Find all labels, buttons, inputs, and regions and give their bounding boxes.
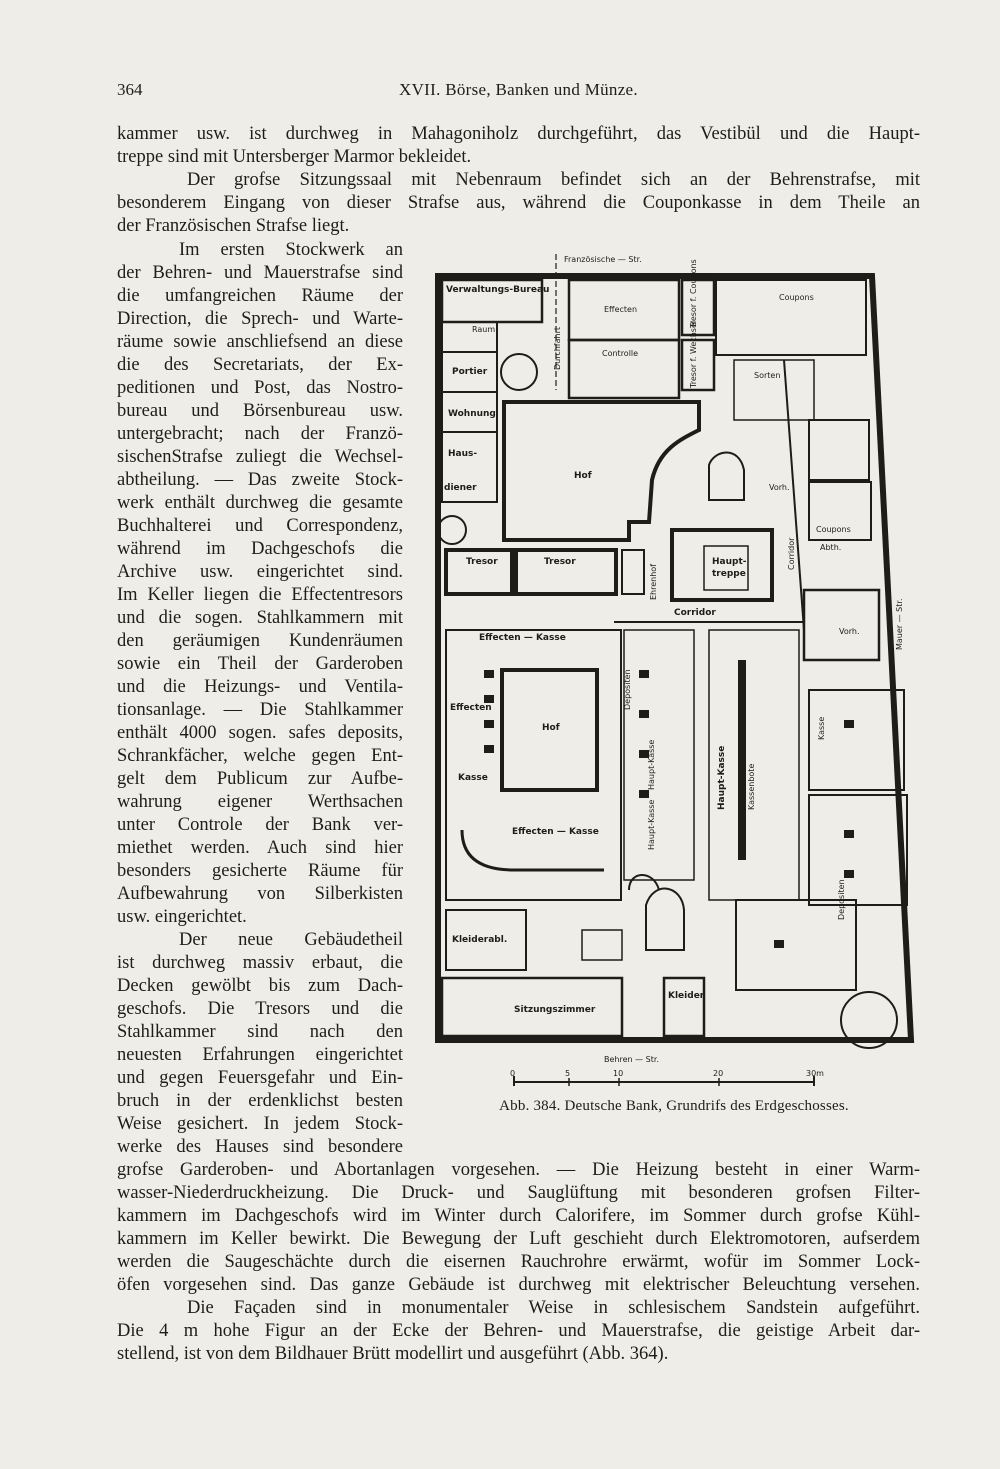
text-line: Direction, die Sprech- und Warte- xyxy=(117,309,403,329)
text-line: ist durchweg massiv erbaut, die xyxy=(117,953,403,973)
text-line: peditionen und Post, das Nostro- xyxy=(117,378,403,398)
room-outline xyxy=(804,590,879,660)
room-outline xyxy=(624,630,694,880)
scale-label: 30m xyxy=(806,1069,824,1078)
desk xyxy=(639,670,649,678)
street-label-top: Französische — Str. xyxy=(564,255,642,264)
room-label: treppe xyxy=(712,569,746,579)
room-label: Kleider xyxy=(668,991,705,1001)
scale-label: 0 xyxy=(510,1069,516,1078)
room-label: Effecten — Kasse xyxy=(512,827,599,837)
desk xyxy=(844,720,854,728)
room-outline xyxy=(809,420,869,480)
room-label: Haupt- xyxy=(712,557,747,567)
text-line: gelt dem Publicum zur Aufbe- xyxy=(117,769,403,789)
floor-plan-drawing xyxy=(424,250,924,1090)
street-label-bottom: Behren — Str. xyxy=(604,1055,659,1064)
room-outline xyxy=(809,795,907,905)
text-line: Der neue Gebäudetheil xyxy=(179,930,403,950)
room-label: Hof xyxy=(574,471,592,481)
room-label: Depositen xyxy=(837,879,846,920)
street-label-right: Mauer — Str. xyxy=(895,598,904,650)
room-label: Sorten xyxy=(754,371,781,380)
text-line: unter Controle der Bank ver- xyxy=(117,815,403,835)
desk xyxy=(639,790,649,798)
text-line: kammer usw. ist durchweg in Mahagoniholz durchgeführt, das Vestibül und die Haupt- xyxy=(117,124,920,144)
room-label: Vorh. xyxy=(769,483,790,492)
text-line: Archive usw. eingerichtet sind. xyxy=(117,562,403,582)
room-label: Depositen xyxy=(623,669,632,710)
scale-label: 5 xyxy=(565,1069,571,1078)
room-label: Coupons xyxy=(816,525,851,534)
text-line: geschofs. Die Tresors und die xyxy=(117,999,403,1019)
spiral-stair xyxy=(501,354,537,390)
scale-label: 10 xyxy=(613,1069,624,1078)
room-label: Sitzungszimmer xyxy=(514,1005,596,1015)
desk xyxy=(774,940,784,948)
running-head: XVII. Börse, Banken und Münze. xyxy=(399,80,638,99)
room-outline xyxy=(716,280,866,355)
text-line: die umfangreichen Räume der xyxy=(117,286,403,306)
text-line: der Behren- und Mauerstrafse sind xyxy=(117,263,403,283)
scale-label: 20 xyxy=(713,1069,724,1078)
room-label: Corridor xyxy=(674,608,716,618)
entrance-arch xyxy=(629,875,659,890)
text-line: Weise gesichert. In jedem Stock- xyxy=(117,1114,403,1134)
text-line: Im ersten Stockwerk an xyxy=(179,240,403,260)
page-number: 364 xyxy=(117,80,143,99)
desk xyxy=(844,870,854,878)
room-label: Effecten xyxy=(604,305,638,314)
text-line: Schrankfächer, welche gegen Ent- xyxy=(117,746,403,766)
room-label: Abth. xyxy=(820,543,842,552)
text-line: Im Keller liegen die Effectentresors xyxy=(117,585,403,605)
room-label: Wohnung xyxy=(448,409,496,419)
text-line: grofse Garderoben- und Abortanlagen vorgesehen. — Die Heizung besteht in einer Warm- xyxy=(117,1160,920,1180)
room-label: Controlle xyxy=(602,349,639,358)
room-label: Kassenbote xyxy=(747,763,756,810)
room-label: Corridor xyxy=(787,537,796,570)
room-label: Kasse xyxy=(458,773,488,783)
desk xyxy=(484,670,494,678)
room-label: Coupons xyxy=(779,293,814,302)
text-line: usw. eingerichtet. xyxy=(117,907,247,927)
room-label: Raum xyxy=(472,325,496,334)
upper-courtyard-wall xyxy=(504,402,699,540)
corridor-wall xyxy=(784,360,804,630)
text-line: wasser-Niederdruckheizung. Die Druck- und Sauglüftung mit besonderen grofsen Filter- xyxy=(117,1183,920,1203)
room-outline xyxy=(682,340,714,390)
room-label: Ehrenhof xyxy=(649,563,658,600)
room-label: Haupt-Kasse xyxy=(647,739,656,790)
text-line: stellend, ist von dem Bildhauer Brütt modellirt und ausgeführt (Abb. 364). xyxy=(117,1344,669,1364)
text-line: miethet werden. Auch sind hier xyxy=(117,838,403,858)
scale-bar xyxy=(514,1076,814,1086)
room-label: Haupt-Kasse xyxy=(717,745,727,810)
stair-outline xyxy=(709,453,744,501)
text-line: bureau und Börsenbureau usw. xyxy=(117,401,403,421)
room-label: Tresor xyxy=(466,557,498,567)
room-label: Haus- xyxy=(448,449,478,459)
text-line: Buchhalterei und Correspondenz, xyxy=(117,516,403,536)
room-label: Durchfahrt xyxy=(553,326,562,370)
figure-caption: Abb. 384. Deutsche Bank, Grundrifs des Erdgeschosses. xyxy=(499,1098,849,1114)
text-line: werke des Hauses sind besondere xyxy=(117,1137,403,1157)
room-label: Kleiderabl. xyxy=(452,935,508,945)
room-label: Tresor f. Coupons xyxy=(689,259,698,328)
text-line: den geräumigen Kundenräumen xyxy=(117,631,403,651)
text-line: tionsanlage. — Die Stahlkammer xyxy=(117,700,403,720)
room-label: Portier xyxy=(452,367,488,377)
room-label: Tresor f. Wechsel xyxy=(689,320,698,388)
desk xyxy=(844,830,854,838)
text-line: abtheilung. — Das zweite Stock- xyxy=(117,470,403,490)
stair-outline xyxy=(646,889,684,950)
text-line: Der grofse Sitzungssaal mit Nebenraum befindet sich an der Behrenstrafse, mit xyxy=(187,170,920,190)
text-line: und die sogen. Stahlkammern mit xyxy=(117,608,403,628)
outer-wall xyxy=(438,276,911,1040)
text-line: der Französischen Strafse liegt. xyxy=(117,216,350,236)
room-outline xyxy=(664,978,704,1036)
room-label: Effecten xyxy=(450,703,492,713)
text-line: besonderem Eingang von dieser Strafse aus, während die Couponkasse in dem Theile an xyxy=(117,193,920,213)
text-line: kammern im Keller bewirkt. Die Bewegung der Luft geschieht durch Elektromotoren, aufserdem xyxy=(117,1229,920,1249)
entrance-stair xyxy=(582,930,622,960)
room-label: Tresor xyxy=(544,557,576,567)
text-line: räume sowie anschliefsend an diese xyxy=(117,332,403,352)
room-label: Kasse xyxy=(817,716,826,740)
spiral-stair xyxy=(438,516,466,544)
room-outline xyxy=(622,550,644,594)
page-header xyxy=(117,80,920,104)
room-outline xyxy=(734,360,814,420)
text-line: Stahlkammer sind nach den xyxy=(117,1022,403,1042)
text-line: besonders gesicherte Räume für xyxy=(117,861,403,881)
text-line: bruch in der erdenklichst besten xyxy=(117,1091,403,1111)
room-label: diener xyxy=(444,483,477,493)
text-line: untergebracht; nach der Franzö- xyxy=(117,424,403,444)
text-line: wahrung eigener Werthsachen xyxy=(117,792,403,812)
text-line: enthält 4000 sogen. safes deposits, xyxy=(117,723,403,743)
text-line: neuesten Erfahrungen eingerichtet xyxy=(117,1045,403,1065)
text-line: während im Dachgeschofs die xyxy=(117,539,403,559)
text-line: und gegen Feuersgefahr und Ein- xyxy=(117,1068,403,1088)
text-line: sowie ein Theil der Garderoben xyxy=(117,654,403,674)
desk xyxy=(484,695,494,703)
text-line: Aufbewahrung von Silberkisten xyxy=(117,884,403,904)
room-label: Haupt-Kasse xyxy=(647,799,656,850)
text-line: Die Façaden sind in monumentaler Weise in schlesischem Sandstein aufgeführt. xyxy=(187,1298,920,1318)
room-label: Verwaltungs-Bureau xyxy=(446,285,550,295)
text-line: kammern im Dachgeschofs wird im Winter durch Calorifere, im Sommer durch grofse Kühl- xyxy=(117,1206,920,1226)
text-line: und die Heizungs- und Ventila- xyxy=(117,677,403,697)
desk xyxy=(484,745,494,753)
text-line: werden die Saugeschächte durch die eisernen Rauchrohre erwärmt, wofür im Sommer Lock- xyxy=(117,1252,920,1272)
text-line: treppe sind mit Untersberger Marmor bekleidet. xyxy=(117,147,472,167)
floor-plan-figure xyxy=(424,250,924,1090)
text-line: die des Secretariats, der Ex- xyxy=(117,355,403,375)
text-line: Decken gewölbt bis zum Dach- xyxy=(117,976,403,996)
room-outline xyxy=(682,280,714,335)
text-line: sischenStrafse zuliegt die Wechsel- xyxy=(117,447,403,467)
room-label: Vorh. xyxy=(839,627,860,636)
text-line: öfen vorgesehen sind. Das ganze Gebäude ist durchweg mit elektrischer Beleuchtung versehen. xyxy=(117,1275,920,1295)
room-label: Effecten — Kasse xyxy=(479,633,566,643)
text-line: werk enthält durchweg die gesamte xyxy=(117,493,403,513)
room-label: Hof xyxy=(542,723,560,733)
main-stair xyxy=(704,546,748,590)
text-line: Die 4 m hohe Figur an der Ecke der Behren- und Mauerstrafse, die geistige Arbeit dar- xyxy=(117,1321,920,1341)
desk xyxy=(484,720,494,728)
desk xyxy=(639,710,649,718)
